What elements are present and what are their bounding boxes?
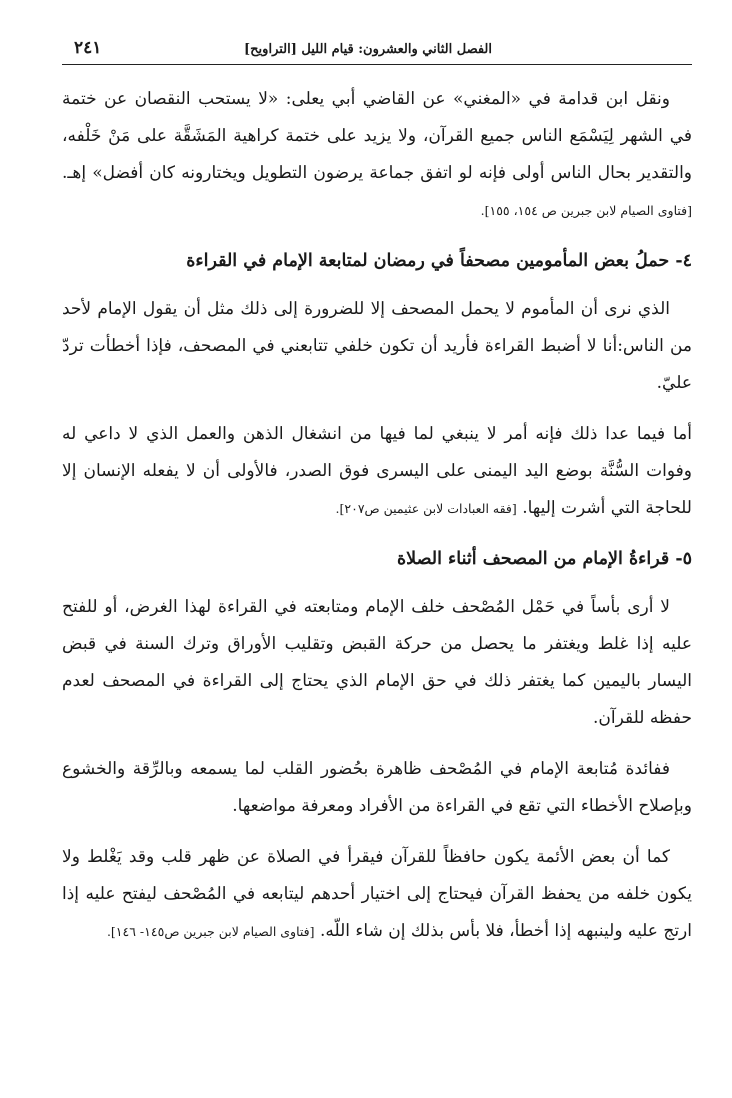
paragraph-text: لا أرى بأساً في حَمْل المُصْحف خلف الإمام ومتابعته في القراءة لهذا الغرض، أو للفتح عليه إذا غلط ويغتفر ما يحصل من حركة القبض وتقليب الأوراق وترك السنة في قبض اليسار باليمين كما يغتفر ذلك في حق الإمام الذي يحتاج إلى القراءة في المصحف لعدم حفظه للقرآن. <box>62 597 692 728</box>
paragraph-text: الذي نرى أن المأموم لا يحمل المصحف إلا للضرورة إلى ذلك مثل أن يقول الإمام لأحد من الناس:أنا لا أضبط القراءة فأريد أن تكون خلفي تتابعني في المصحف، فإذا أخطأت تردّ عليّ. <box>62 299 692 393</box>
paragraph-text: كما أن بعض الأئمة يكون حافظاً للقرآن فيقرأ في الصلاة عن ظهر قلب وقد يَغْلط ولا يكون خلفه من يحفظ القرآن فيحتاج إلى اختيار أحدهم ليتابعه في المُصْحف ليفتح عليه إذا ارتج عليه ولينبهه إذا أخطأ، فلا بأس بذلك إن شاء اللّه. <box>62 847 692 941</box>
book-page <box>62 30 692 1070</box>
citation-reference: [فتاوى الصيام لابن جبرين ص ١٥٤، ١٥٥]. <box>480 203 692 218</box>
paragraph-text: ونقل ابن قدامة في «المغني» عن القاضي أبي يعلى: «لا يستحب النقصان عن ختمة في الشهر لِيَسْمَع الناس جميع القرآن، ولا يزيد على ختمة كراهية المَشَقَّة على مَنْ خَلْفه، والتقدير بحال الناس أولى فإنه لو اتفق جماعة يرضون التطويل ويختارونه كان أفضل» إهـ. <box>62 89 692 183</box>
citation-reference: [فقه العبادات لابن عثيمين ص٢٠٧]. <box>335 501 517 516</box>
paragraph-ibn-qudama-quote <box>62 81 692 229</box>
paragraph-benefit <box>62 751 692 825</box>
paragraph-mamum-mushaf <box>62 291 692 402</box>
running-header <box>62 30 692 65</box>
paragraph-some-imams <box>62 839 692 950</box>
page-body <box>62 81 692 950</box>
section-heading-4: ٤- حملُ بعض المأمومين مصحفاً في رمضان لمتابعة الإمام في القراءة <box>186 251 692 271</box>
paragraph-text: أما فيما عدا ذلك فإنه أمر لا ينبغي لما فيها من انشغال الذهن والعمل الذي لا داعي له وفوات السُّنَّة بوضع اليد اليمنى على اليسرى فوق الصدر، فالأولى أن لا يفعله الإنسان إلا للحاجة التي أشرت إليها. <box>62 424 692 518</box>
page-number: ٢٤١ <box>74 38 102 58</box>
paragraph-no-harm <box>62 589 692 737</box>
paragraph-text: ففائدة مُتابعة الإمام في المُصْحف ظاهرة بحُضور القلب لما يسمعه وبالرِّقة والخشوع وبإصلاح الأخطاء التي تقع في القراءة من الأفراد ومعرفة مواضعها. <box>62 759 692 816</box>
running-title: الفصل الثاني والعشرون: قيام الليل [التراويح] <box>244 42 492 57</box>
section-heading-5: ٥- قراءةُ الإمام من المصحف أثناء الصلاة <box>396 549 692 569</box>
citation-reference: [فتاوى الصيام لابن جبرين ص١٤٥- ١٤٦]. <box>106 924 315 939</box>
paragraph-otherwise <box>62 416 692 527</box>
